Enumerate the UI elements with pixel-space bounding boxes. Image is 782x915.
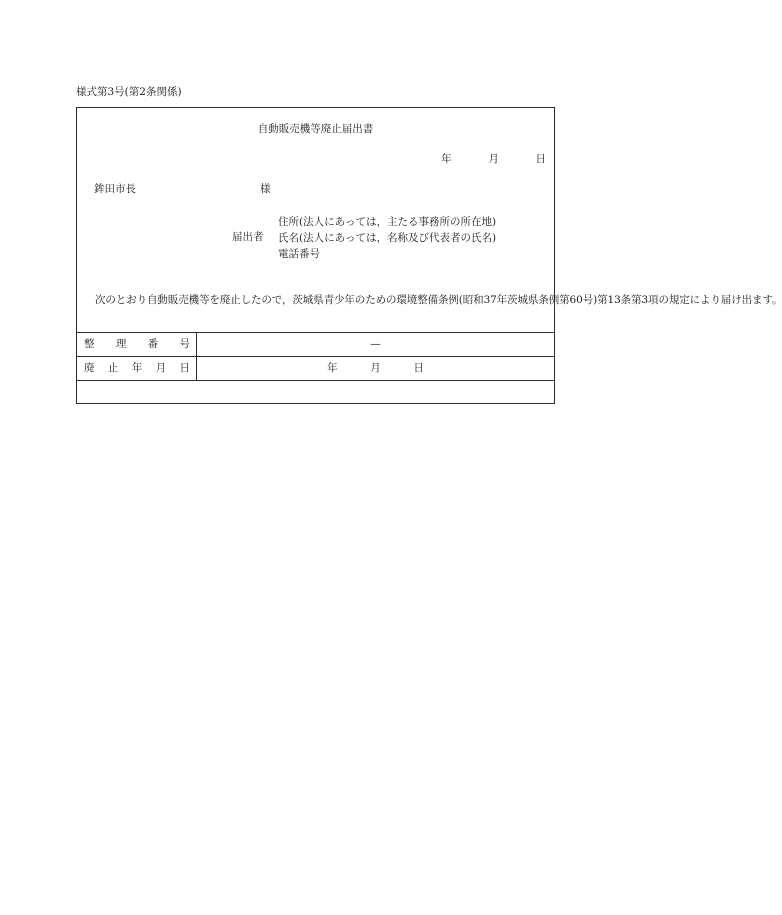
abolition-day: 日 (413, 362, 424, 374)
abolition-month: 月 (370, 362, 381, 374)
abolition-date-value (197, 363, 554, 374)
label-char: 廃 (84, 362, 95, 374)
day-label: 日 (535, 153, 546, 165)
label-char: 日 (179, 362, 190, 374)
table-mid-rule (77, 356, 554, 357)
body-text: 次のとおり自動販売機等を廃止したので，茨城県青少年のための環境整備条例(昭和37年茨城県条例第60号)第13条第3項の規定により届け出ます。 (95, 294, 782, 306)
honorific: 様 (260, 183, 271, 195)
notifier-name: 氏名(法人にあっては，名称及び代表者の氏名) (278, 232, 497, 244)
reference-number-value: — (370, 338, 381, 350)
label-char: 整 (84, 338, 95, 350)
label-char: 年 (131, 362, 143, 374)
reference-number-label (84, 339, 190, 350)
label-char: 月 (155, 362, 167, 374)
notifier-phone: 電話番号 (278, 248, 320, 260)
month-label: 月 (488, 153, 499, 165)
label-char: 理 (115, 338, 127, 350)
notifier-label: 届出者 (232, 231, 264, 243)
year-label: 年 (441, 153, 452, 165)
blank-row (77, 381, 554, 403)
form-title: 自動販売機等廃止届出書 (257, 123, 374, 135)
addressee: 鉾田市長 (94, 183, 136, 195)
label-char: 止 (107, 362, 119, 374)
form-number-label: 様式第3号(第2条関係) (76, 86, 182, 98)
notifier-details (278, 214, 496, 262)
notification-form (76, 107, 782, 404)
notifier-address: 住所(法人にあっては，主たる事務所の所在地) (278, 216, 497, 228)
label-char: 号 (179, 338, 190, 350)
abolition-date-label (84, 363, 190, 374)
submission-date (441, 154, 546, 165)
abolition-year: 年 (327, 362, 338, 374)
table-top-rule (77, 332, 554, 333)
label-char: 番 (147, 338, 159, 350)
